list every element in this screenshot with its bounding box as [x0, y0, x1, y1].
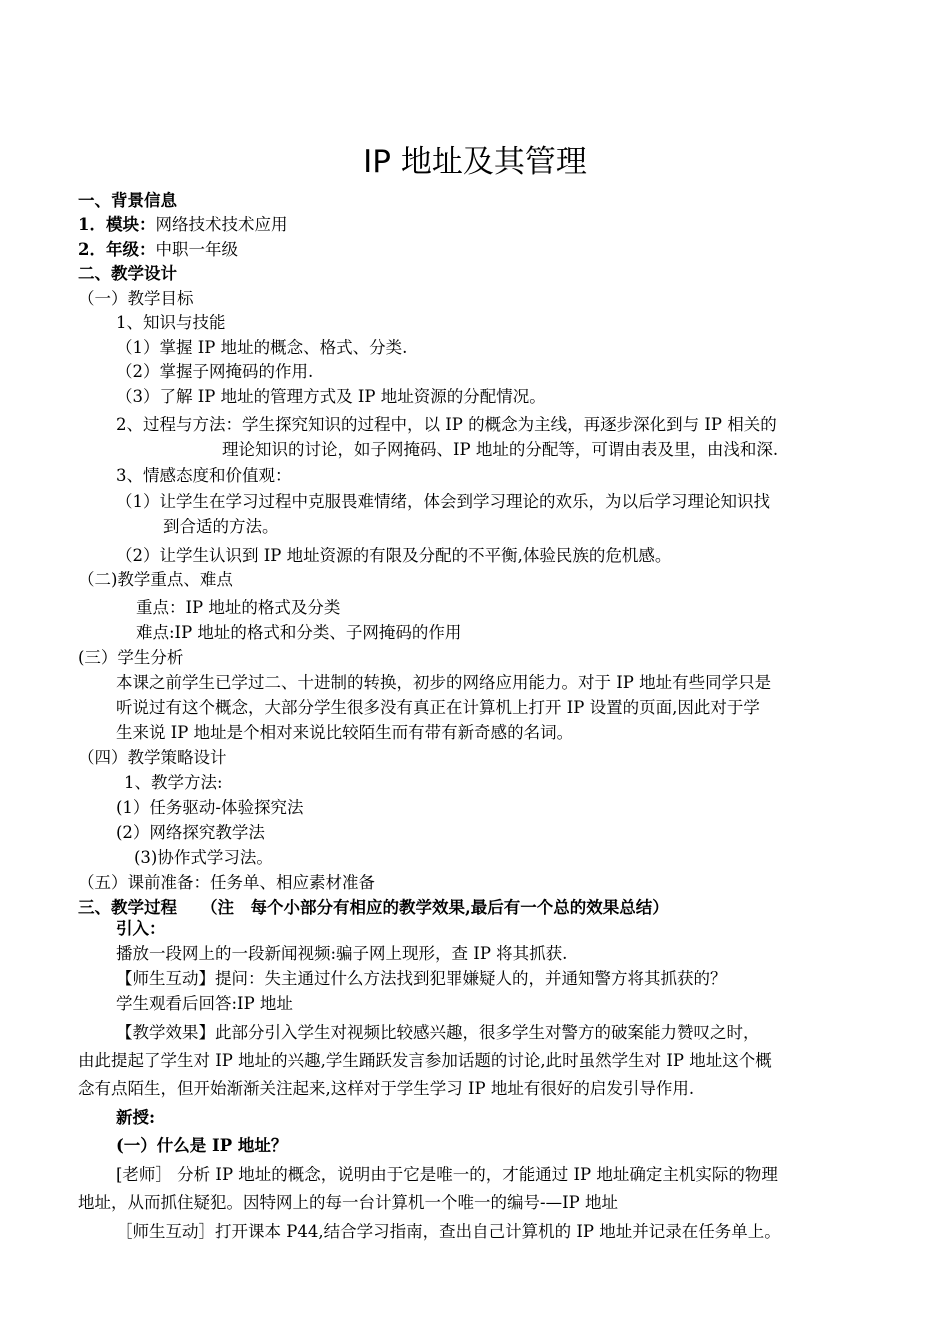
- objective-attitude: 3、情感态度和价值观：: [116, 466, 292, 485]
- section-heading-process: [78, 896, 669, 920]
- intro-answer: 学生观看后回答:IP 地址: [116, 994, 293, 1013]
- grade-line: [78, 238, 238, 262]
- attitude-item-2: （2）让学生认识到 IP 地址资源的有限及分配的不平衡,体验民族的危机感。: [116, 546, 672, 565]
- section-heading-design: 二、教学设计: [78, 264, 177, 283]
- attitude-item-1: （1）让学生在学习过程中克服畏难情绪，体会到学习理论的欢乐，为以后学习理论知识找: [116, 492, 770, 511]
- analysis-line-3: 生来说 IP 地址是个相对来说比较陌生而有带有新奇感的名词。: [116, 723, 574, 742]
- objective-knowledge: 1、知识与技能: [116, 313, 226, 332]
- objective-item-1: （1）掌握 IP 地址的概念、格式、分类.: [116, 338, 408, 357]
- page-title: IP 地址及其管理: [363, 144, 587, 180]
- interaction-line: ［师生互动］打开课本 P44,结合学习指南，查出自己计算机的 IP 地址并记录在任务单上。: [116, 1222, 781, 1241]
- intro-interaction: 【师生互动】提问：失主通过什么方法找到犯罪嫌疑人的，并通知警方将其抓获的？: [116, 969, 727, 988]
- method-item-3: (3)协作式学习法。: [134, 848, 273, 867]
- process-heading-title: 三、教学过程: [78, 898, 177, 917]
- intro-effect-line-1: 【教学效果】此部分引入学生对视频比较感兴趣，很多学生对警方的破案能力赞叹之时，: [116, 1023, 760, 1042]
- grade-label: 2．年级：: [78, 240, 156, 259]
- subsection-strategy: （四）教学策略设计: [78, 748, 227, 767]
- intro-effect-line-2: 由此提起了学生对 IP 地址的兴趣,学生踊跃发言参加话题的讨论,此时虽然学生对 IP 地址这个概: [78, 1051, 772, 1070]
- difficult-point: 难点:IP 地址的格式和分类、子网掩码的作用: [136, 623, 462, 642]
- attitude-item-1-cont: 到合适的方法。: [163, 517, 279, 536]
- subsection-student-analysis: (三）学生分析: [78, 648, 184, 667]
- subsection-preparation: （五）课前准备：任务单、相应素材准备: [78, 873, 375, 892]
- module-value: 网络技术技术应用: [155, 215, 288, 234]
- analysis-line-1: 本课之前学生已学过二、十进制的转换，初步的网络应用能力。对于 IP 地址有些同学只是: [116, 673, 772, 692]
- method-item-2: (2）网络探究教学法: [116, 823, 265, 842]
- process-heading-note: （注 每个小部分有相应的教学效果,最后有一个总的效果总结）: [201, 898, 669, 917]
- subsection-key-points: （二)教学重点、难点: [78, 570, 233, 589]
- section-heading-background: 一、背景信息: [78, 191, 177, 210]
- new-lesson-heading: 新授:: [116, 1108, 156, 1127]
- intro-line-1: 播放一段网上的一段新闻视频:骗子网上现形，查 IP 将其抓获.: [116, 944, 568, 963]
- method-item-1: (1）任务驱动-体验探究法: [116, 798, 304, 817]
- subsection-objectives: （一）教学目标: [78, 289, 194, 308]
- objective-item-3: （3）了解 IP 地址的管理方式及 IP 地址资源的分配情况。: [116, 387, 546, 406]
- module-label: 1．模块：: [78, 215, 156, 234]
- teacher-line-1: [老师］ 分析 IP 地址的概念，说明由于它是唯一的，才能通过 IP 地址确定主机实际的物理: [116, 1165, 778, 1184]
- objective-item-2: （2）掌握子网掩码的作用.: [116, 362, 314, 381]
- teacher-line-2: 地址，从而抓住疑犯。因特网上的每一台计算机一个唯一的编号-—IP 地址: [78, 1193, 618, 1212]
- objective-process-cont: 理论知识的讨论，如子网掩码、IP 地址的分配等，可谓由表及里，由浅和深.: [222, 440, 779, 459]
- grade-value: 中职一年级: [155, 240, 238, 259]
- intro-effect-line-3: 念有点陌生，但开始渐渐关注起来,这样对于学生学习 IP 地址有很好的启发引导作用.: [78, 1079, 695, 1098]
- teaching-methods: 1、教学方法:: [124, 773, 223, 792]
- analysis-line-2: 听说过有这个概念，大部分学生很多没有真正在计算机上打开 IP 设置的页面,因此对于学: [116, 698, 760, 717]
- objective-process: 2、过程与方法：学生探究知识的过程中，以 IP 的概念为主线，再逐步深化到与 IP 相关的: [116, 415, 777, 434]
- what-is-ip-heading: (一）什么是 IP 地址？: [116, 1136, 288, 1155]
- key-point: 重点：IP 地址的格式及分类: [136, 598, 341, 617]
- intro-heading: 引入：: [116, 919, 166, 938]
- module-line: [78, 213, 287, 237]
